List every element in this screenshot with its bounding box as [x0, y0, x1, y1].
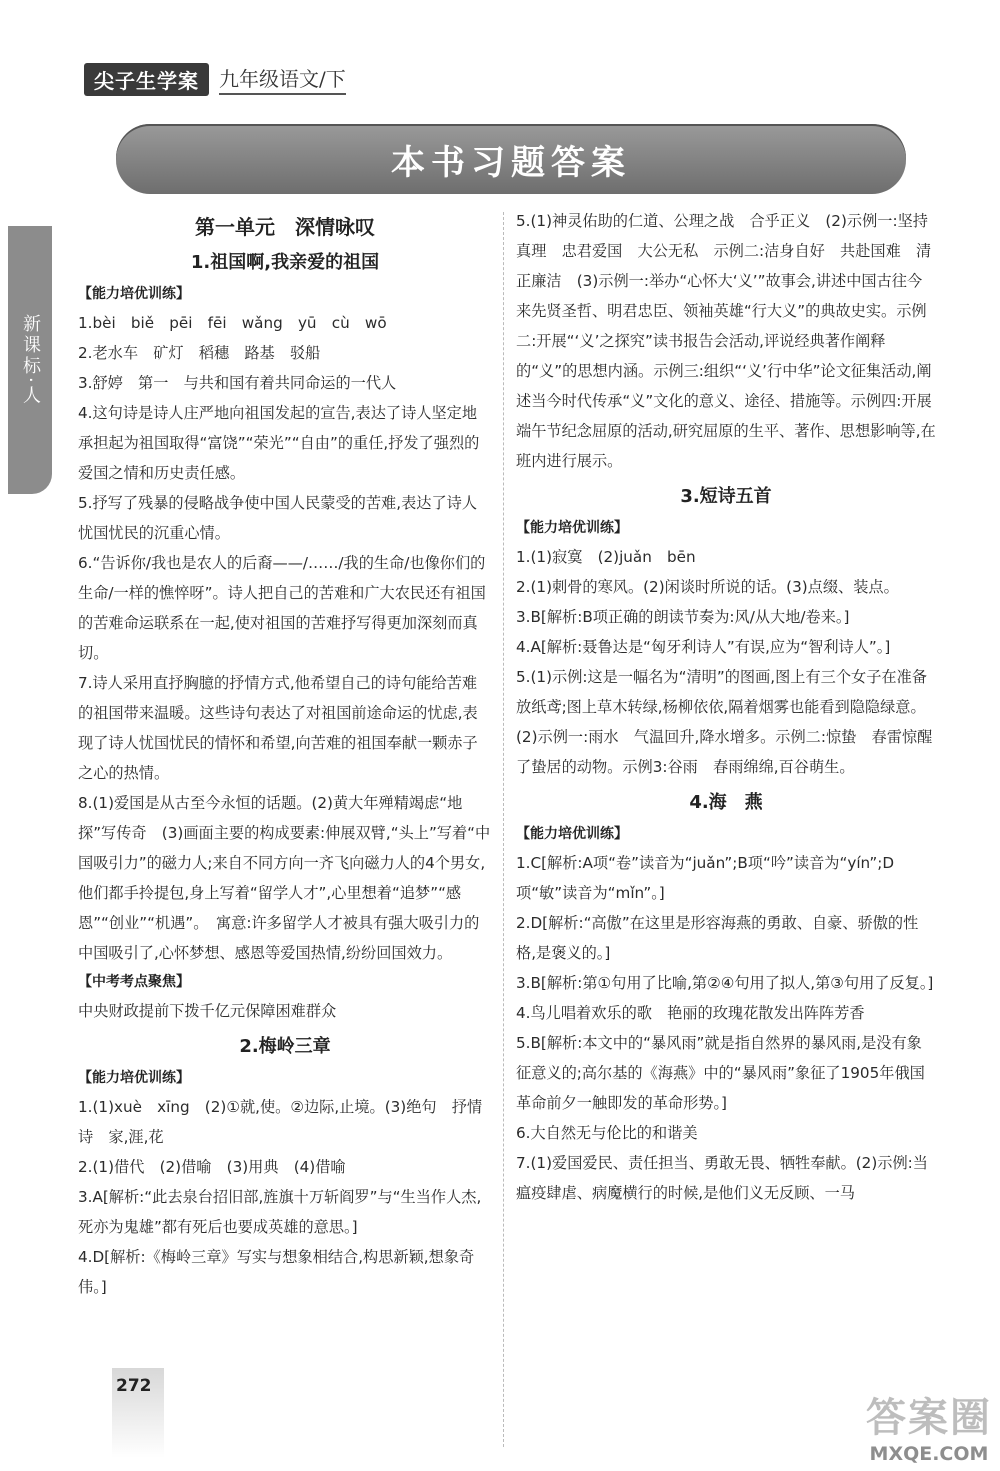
answer-item: 7.(1)爱国爱民、责任担当、勇敢无畏、牺牲奉献。(2)示例:当瘟疫肆虐、病魔横行的时候,是他们义无反顾、一马 [516, 1154, 928, 1202]
brand-name: 尖子生学案 [84, 63, 209, 96]
answer-item: 6.“告诉你/我也是农人的后裔——/……/我的生命/也像你们的生命/一样的憔悴呀”。诗人把自己的苦难和广大农民还有祖国的苦难命运联系在一起,使对祖国的苦难抒写得更加深刻而真切。 [78, 554, 486, 662]
watermark-text: 答案圈 [866, 1395, 992, 1441]
answer-item: 2.(1)借代 (2)借喻 (3)用典 (4)借喻 [78, 1158, 346, 1176]
section-tag: 【能力培优训练】 [516, 826, 628, 842]
answer-item: 2.老水车 矿灯 稻穗 路基 驳船 [78, 344, 321, 362]
lesson-heading: 1.祖国啊,我亲爱的祖国 [190, 252, 380, 273]
answer-item: 4.鸟儿唱着欢乐的歌 艳丽的玫瑰花散发出阵阵芳香 [516, 1004, 865, 1022]
section-tag: 【能力培优训练】 [78, 1070, 190, 1086]
section-tag: 【能力培优训练】 [78, 286, 190, 302]
book-subtitle: 九年级语文/下 [219, 63, 346, 95]
answer-item: 3.舒婷 第一 与共和国有着共同命运的一代人 [78, 374, 397, 392]
answer-item: 2.(1)刺骨的寒风。(2)闲谈时所说的话。(3)点缀、装点。 [516, 578, 899, 596]
answer-item: 3.B[解析:B项正确的朗读节奏为:风/从大地/卷来。] [516, 608, 850, 626]
lesson-heading: 4.海 燕 [689, 792, 763, 813]
column-divider [503, 212, 504, 1447]
answer-item: 1.(1)xuè xīng (2)①就,使。②边际,止境。(3)绝句 抒情诗 家,涯,花 [78, 1098, 483, 1146]
watermark-site: MXQE.COM [869, 1443, 989, 1465]
lesson-heading: 2.梅岭三章 [239, 1036, 331, 1057]
page-title-banner [116, 124, 906, 194]
answer-item: 7.诗人采用直抒胸臆的抒情方式,他希望自己的诗句能给苦难的祖国带来温暖。这些诗句表达了对祖国前途命运的忧虑,表现了诗人忧国忧民的情怀和希望,向苦难的祖国奉献一颗赤子之心的热情。 [78, 674, 478, 782]
right-column [516, 206, 936, 1208]
answer-item: 5.(1)示例:这是一幅名为“清明”的图画,图上有三个女子在准备放纸鸢;图上草木转绿,杨柳依依,隔着烟雾也能看到隐隐绿意。(2)示例一:雨水 气温回升,降水增多。示例二:惊蛰 春雷惊醒了蛰居的动物。示例3:谷雨 春雨绵绵,百谷萌生。 [516, 668, 933, 776]
answer-item: 4.这句诗是诗人庄严地向祖国发起的宣告,表达了诗人坚定地承担起为祖国取得“富饶”“荣光”“自由”的重任,抒发了强烈的爱国之情和历史责任感。 [78, 404, 480, 482]
answer-item: 1.bèi biě pēi fēi wǎng yū cù wō [78, 314, 387, 332]
answer-item: 3.B[解析:第①句用了比喻,第②④句用了拟人,第③句用了反复。] [516, 974, 934, 992]
answer-item: 5.抒写了残暴的侵略战争使中国人民蒙受的苦难,表达了诗人忧国忧民的沉重心情。 [78, 494, 478, 542]
left-column [78, 206, 492, 1302]
section-tag: 【能力培优训练】 [516, 520, 628, 536]
section-tag: 【中考考点聚焦】 [78, 974, 190, 990]
lesson-heading: 3.短诗五首 [680, 486, 772, 507]
answer-item: 8.(1)爱国是从古至今永恒的话题。(2)黄大年殚精竭虑“地探”写传奇 (3)画面主要的构成要素:伸展双臂,“头上”写着“中国吸引力”的磁力人;来自不同方向一齐飞向磁力人的4个男女,他们都手拎提包,身上写着“留学人才”,心里想着“追梦”“感恩”“创业”“机遇”。 寓意:许多留学人才被具有强大吸引力的中国吸引了,心怀梦想、感恩等爱国热情,纷纷回国效力。 [78, 794, 491, 962]
watermark-logo [866, 1386, 992, 1465]
answer-item: 2.D[解析:“高傲”在这里是形容海燕的勇敢、自豪、骄傲的性格,是褒义的。] [516, 914, 919, 962]
answer-item: 6.大自然无与伦比的和谐美 [516, 1124, 698, 1142]
answer-item: 4.D[解析:《梅岭三章》写实与想象相结合,构思新颖,想象奇伟。] [78, 1248, 475, 1296]
answer-item: 5.(1)神灵佑助的仁道、公理之战 合乎正义 (2)示例一:坚持真理 忠君爱国 大公无私 示例二:洁身自好 共赴国难 清正廉洁 (3)示例一:举办“心怀大‘义’”故事会,讲述中国古往今来先贤圣哲、明君忠臣、领袖英雄“行大义”的典故史实。示例二:开展“‘义’之探究”读书报告会活动,评说经典著作阐释的“义”的思想内涵。示例三:组织“‘义’行中华”论文征集活动,阐述当今时代传承“义”文化的意义、途径、措施等。示例四:开展端午节纪念屈原的活动,研究屈原的生平、著作、思想影响等,在班内进行展示。 [516, 212, 936, 470]
answer-item: 1.C[解析:A项“卷”读音为“juǎn”;B项“吟”读音为“yín”;D项“敏”读音为“mǐn”。] [516, 854, 895, 902]
brand-header [84, 64, 346, 94]
side-tab: 新课标·人 [8, 226, 52, 494]
page-number: 272 [116, 1376, 152, 1396]
page-title: 本书习题答案 [391, 142, 631, 183]
answer-item: 中央财政提前下拨千亿元保障困难群众 [78, 1002, 337, 1020]
unit-heading: 第一单元 深情咏叹 [195, 215, 375, 239]
answer-item: 3.A[解析:“此去泉台招旧部,旌旗十万斩阎罗”与“生当作人杰,死亦为鬼雄”都有死后也要成英雄的意思。] [78, 1188, 482, 1236]
answer-item: 4.A[解析:聂鲁达是“匈牙利诗人”有误,应为“智利诗人”。] [516, 638, 891, 656]
answer-item: 1.(1)寂寞 (2)juǎn bēn [516, 548, 696, 566]
answer-item: 5.B[解析:本文中的“暴风雨”就是指自然界的暴风雨,是没有象征意义的;高尔基的《海燕》中的“暴风雨”象征了1905年俄国革命前夕一触即发的革命形势。] [516, 1034, 925, 1112]
